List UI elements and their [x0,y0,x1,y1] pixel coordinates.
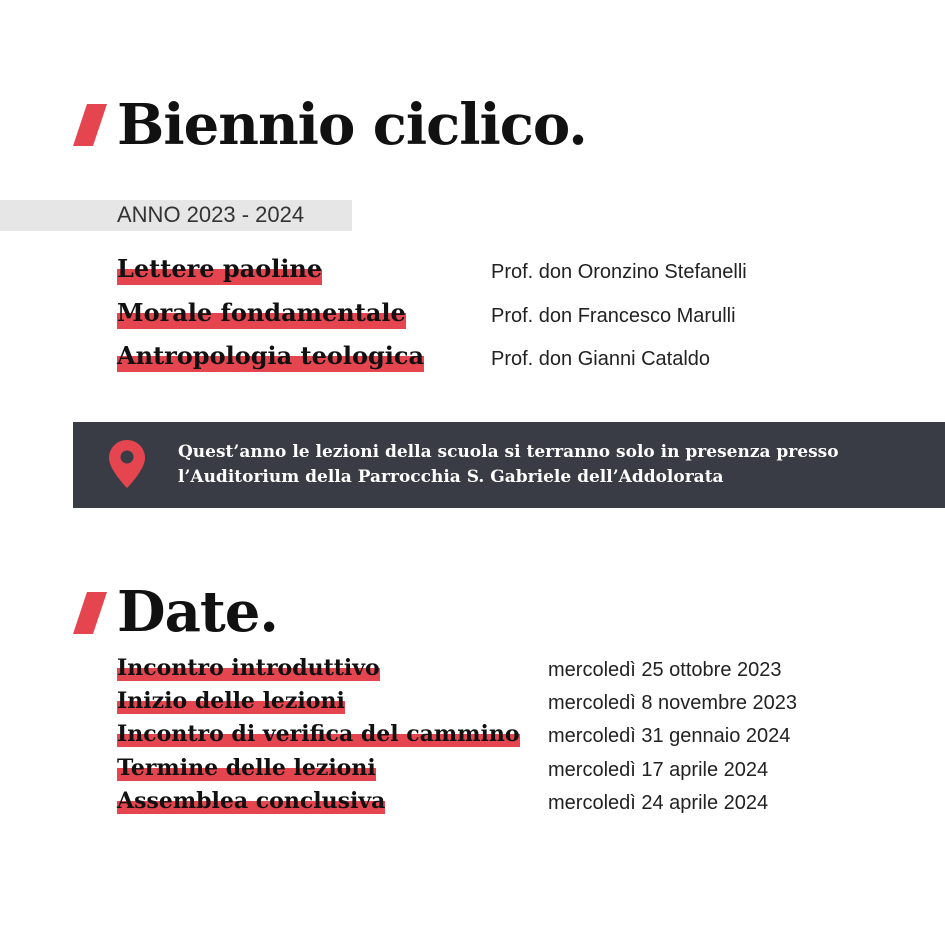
year-label: ANNO 2023 - 2024 [117,202,305,227]
map-pin-icon [109,440,145,488]
slash-accent-icon [73,592,107,634]
course-name: Antropologia teologica [117,341,425,370]
notice-text: Quest’anno le lezioni della scuola si terranno solo in presenza presso l’Auditorium della Parrocchia S. Gabriele dell’Addolorata [178,442,839,487]
event-date: mercoledì 17 aprile 2024 [548,759,769,781]
event-date: mercoledì 8 novembre 2023 [548,692,798,714]
event-name: Incontro di verifica del cammino [117,721,520,747]
event-name: Inizio delle lezioni [117,688,345,714]
section-title-date: Date. [117,579,278,645]
event-date: mercoledì 25 ottobre 2023 [548,659,782,681]
event-date: mercoledì 24 aprile 2024 [548,792,769,814]
location-notice [73,422,945,508]
course-teacher: Prof. don Gianni Cataldo [491,348,711,370]
course-teacher: Prof. don Francesco Marulli [491,305,736,327]
event-name: Incontro introduttivo [117,655,380,681]
section-title-biennio: Biennio ciclico. [117,92,587,158]
event-name: Termine delle lezioni [117,755,376,781]
event-name: Assemblea conclusiva [117,788,386,814]
course-teacher: Prof. don Oronzino Stefanelli [491,261,747,283]
course-name: Lettere paoline [117,254,323,283]
event-date: mercoledì 31 gennaio 2024 [548,725,791,747]
slash-accent-icon [73,104,107,146]
course-name: Morale fondamentale [117,298,406,327]
